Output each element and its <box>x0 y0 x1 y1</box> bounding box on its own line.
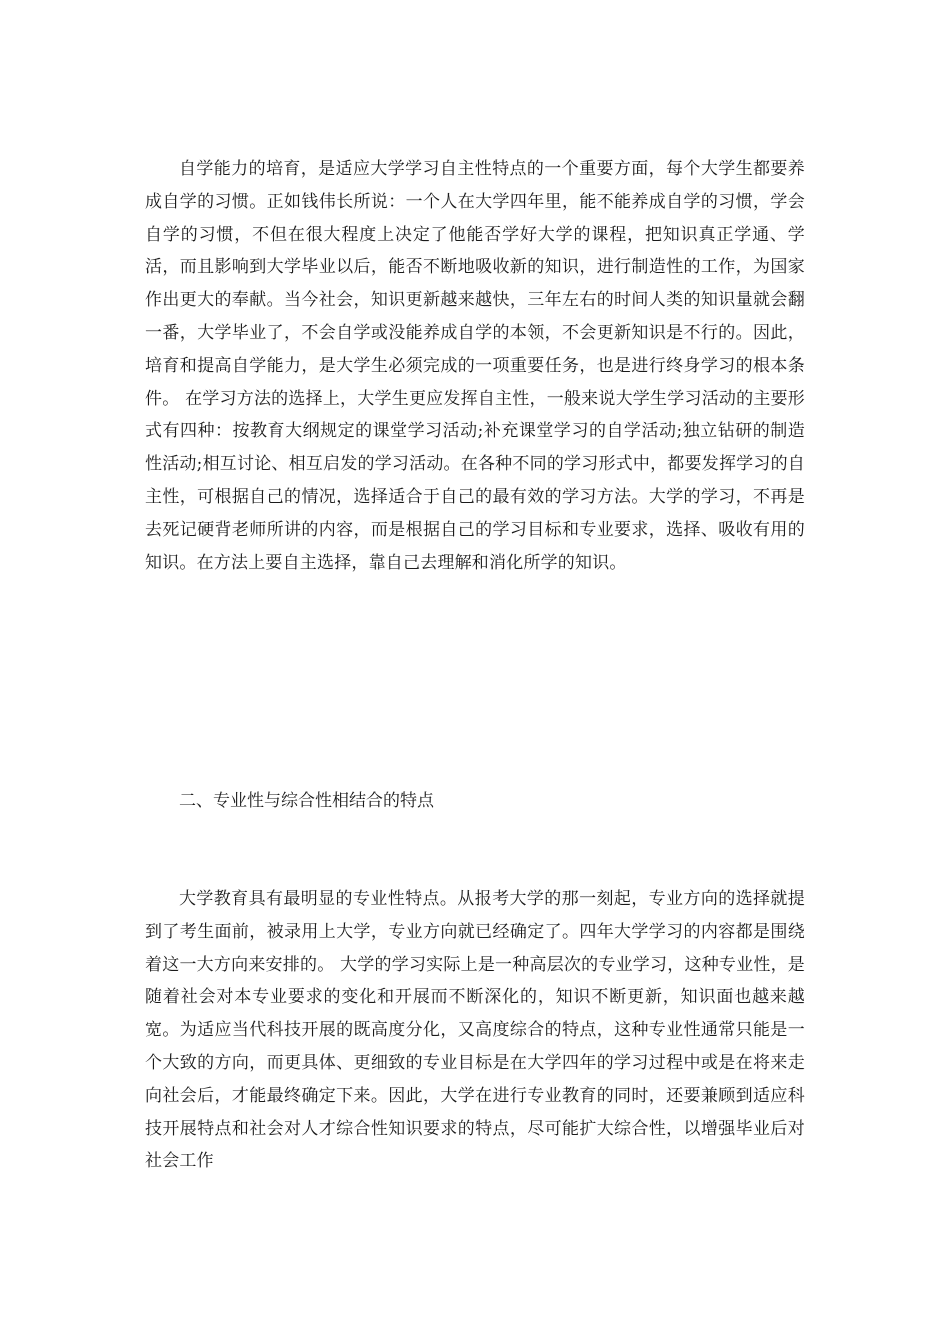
body-paragraph-specialization: 大学教育具有最明显的专业性特点。从报考大学的那一刻起，专业方向的选择就提到了考生面前，被录用上大学，专业方向就已经确定了。四年大学学习的内容都是围绕着这一大方向来安排的。 大学的学习实际上是一种高层次的专业学习，这种专业性，是随着社会对本专业要求的变化和开展而不断深化的，知识不断更新，知识面也越来越宽。为适应当代科技开展的既高度分化，又高度综合的特点，这种专业性通常只能是一个大致的方向，而更具体、更细致的专业目标是在大学四年的学习过程中或是在将来走向社会后，才能最终确定下来。因此，大学在进行专业教育的同时，还要兼顾到适应科技开展特点和社会对人才综合性知识要求的特点，尽可能扩大综合性，以增强毕业后对社会工作 <box>145 889 805 1172</box>
body-paragraph-self-study: 自学能力的培育，是适应大学学习自主性特点的一个重要方面，每个大学生都要养成自学的习惯。正如钱伟长所说：一个人在大学四年里，能不能养成自学的习惯，学会自学的习惯，不但在很大程度上决定了他能否学好大学的课程，把知识真正学通、学活，而且影响到大学毕业以后，能否不断地吸收新的知识，进行制造性的工作，为国家作出更大的奉献。当今社会，知识更新越来越快，三年左右的时间人类的知识量就会翻一番，大学毕业了，不会自学或没能养成自学的本领，不会更新知识是不行的。因此，培育和提高自学能力，是大学生必须完成的一项重要任务，也是进行终身学习的根本条件。 在学习方法的选择上，大学生更应发挥自主性，一般来说大学生学习活动的主要形式有四种：按教育大纲规定的课堂学习活动;补充课堂学习的自学活动;独立钻研的制造性活动;相互讨论、相互启发的学习活动。在各种不同的学习形式中，都要发挥学习的自主性，可根据自己的情况，选择适合于自己的最有效的学习方法。大学的学习，不再是去死记硬背老师所讲的内容，而是根据自己的学习目标和专业要求，选择、吸收有用的知识。在方法上要自主选择，靠自己去理解和消化所学的知识。 <box>145 159 805 573</box>
section-heading: 二、专业性与综合性相结合的特点 <box>179 791 434 811</box>
